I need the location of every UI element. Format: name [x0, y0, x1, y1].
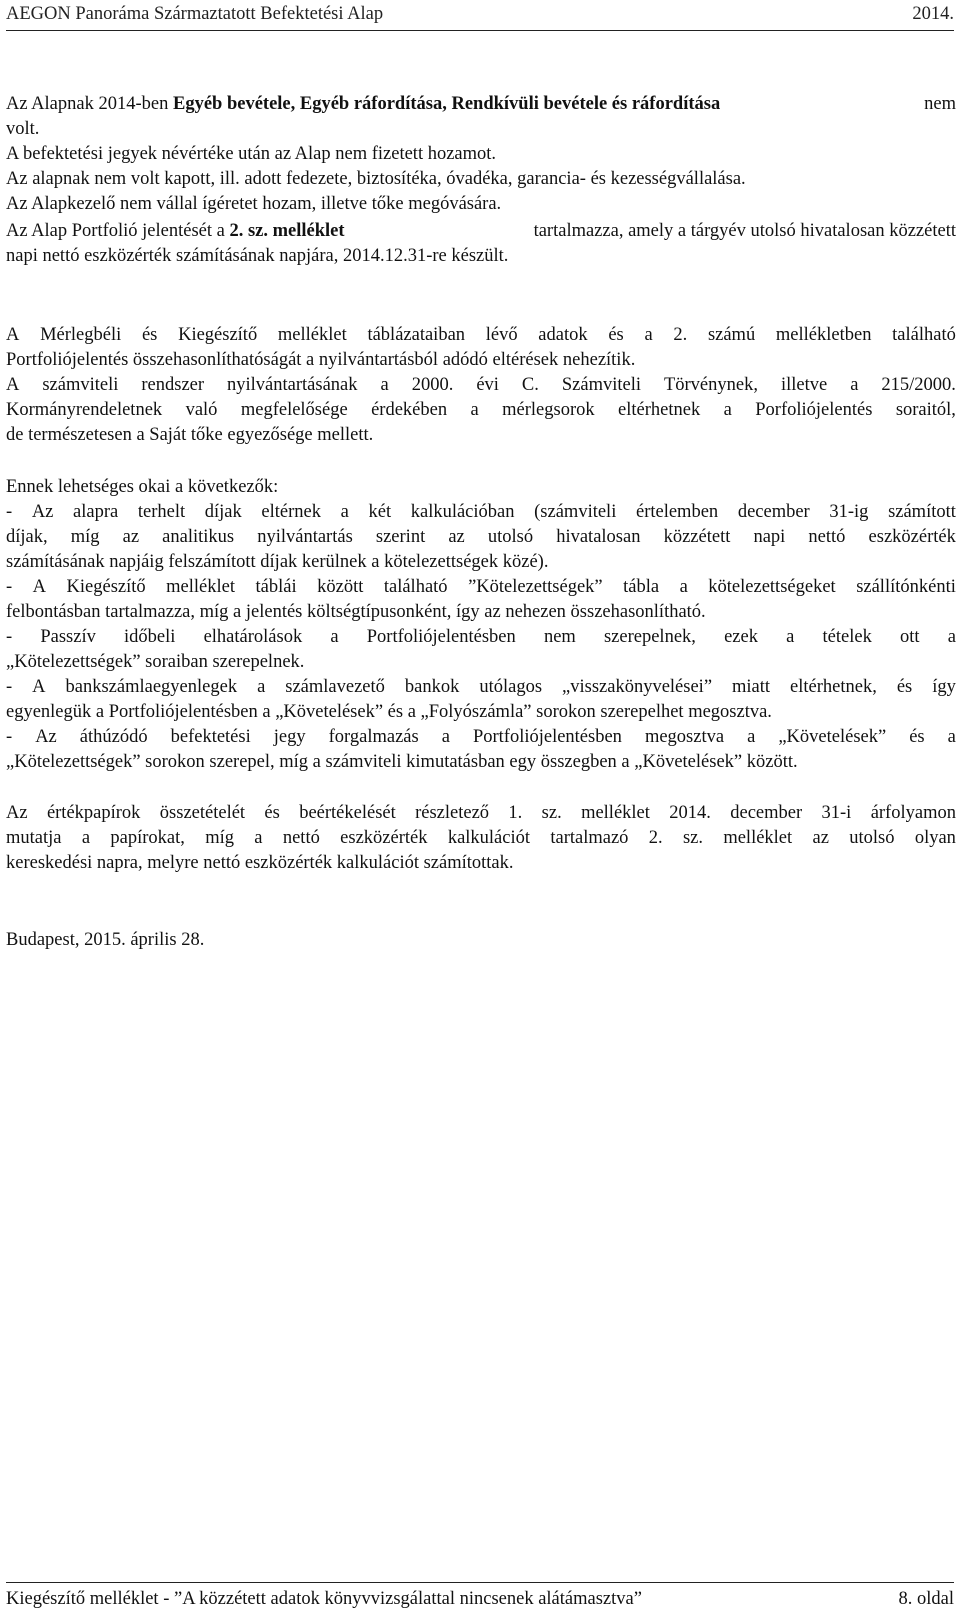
word: és: [608, 325, 624, 345]
word: forgalmazás: [328, 727, 419, 747]
word: míg: [205, 828, 234, 848]
word: díjak,: [6, 527, 48, 547]
word: ott: [900, 627, 920, 647]
text-line: [6, 373, 956, 398]
word: számlavezető: [285, 677, 385, 697]
word: szállítónkénti: [856, 577, 956, 597]
word: eltérnek: [261, 502, 321, 522]
text-line: de természetesen a Saját tőke egyezősége mellett.: [6, 425, 374, 445]
word: az: [122, 527, 140, 547]
text-line: A befektetési jegyek névértéke után az Alap nem fizetett hozamot.: [6, 144, 497, 164]
word: mutatja: [6, 828, 62, 848]
word: nyilvántartásának: [227, 375, 358, 395]
word: díjak: [204, 502, 242, 522]
word: melléklet: [581, 803, 650, 823]
word: időbeli: [124, 627, 176, 647]
word: Az: [6, 803, 28, 823]
word: szerepelnek,: [603, 627, 696, 647]
word: sz.: [541, 803, 562, 823]
word: táblái: [255, 577, 297, 597]
word: az: [812, 828, 829, 848]
footer-note: Kiegészítő melléklet - ”A közzétett adatok könyvvizsgálattal nincsenek alátámasztva”: [6, 1588, 642, 1609]
place-and-date: Budapest, 2015. április 28.: [6, 930, 205, 950]
word: alapra: [73, 502, 119, 522]
word: míg: [70, 527, 100, 547]
word: 215/2000.: [881, 375, 956, 395]
text-line: „Kötelezettségek” soraiban szerepelnek.: [6, 652, 305, 672]
word: áthúzódó: [79, 727, 148, 747]
word: a: [747, 727, 756, 747]
text-line: számításának napjáig felszámított díjak kerülnek a kötelezettségek közé).: [6, 552, 549, 572]
word: mellékletben: [775, 325, 872, 345]
word: a: [340, 502, 349, 522]
word: terhelt: [137, 502, 186, 522]
word: 2000.: [411, 375, 454, 395]
word: A: [32, 577, 47, 597]
text-line: Ennek lehetséges okai a következők:: [6, 477, 279, 497]
text-line: „Kötelezettségek” sorokon szerepel, míg a számviteli kimutatásban egy összegben a „Követelések” között.: [6, 752, 798, 772]
word: rendszer: [141, 375, 205, 395]
word: melléklet: [277, 325, 347, 345]
text-line: [6, 398, 956, 423]
word: így: [932, 677, 956, 697]
word: nem: [543, 627, 576, 647]
word: és: [909, 727, 925, 747]
text-line: Az Alap Portfolió jelentését a 2. sz. melléklet tartalmazza, amely a tárgyév utolsó hivatalosan közzétett: [6, 221, 956, 241]
word: Porfoliójelentés: [755, 400, 873, 420]
word: jegy: [273, 727, 306, 747]
word: két: [368, 502, 392, 522]
word: számított: [888, 502, 956, 522]
word: soraitól,: [895, 400, 956, 420]
word: utolsó: [487, 527, 534, 547]
word: való: [185, 400, 218, 420]
paragraph-reasons: [6, 475, 956, 775]
word: a: [947, 727, 956, 747]
paragraph-comparison: [6, 323, 956, 448]
word: tételek: [822, 627, 872, 647]
page-footer: [6, 1586, 954, 1612]
word: 31-i: [821, 803, 852, 823]
text-line: felbontásban tartalmazza, míg a jelentés költségtípusonként, így az nehezen összehasonlítható.: [6, 602, 706, 622]
word: napi: [753, 527, 786, 547]
paragraph-income: [6, 92, 956, 217]
word: A: [6, 325, 20, 345]
header-rule: [6, 30, 954, 31]
word: a: [850, 375, 859, 395]
page-header: [6, 0, 954, 28]
word: Törvénynek,: [663, 375, 758, 395]
word: 31-ig: [829, 502, 869, 522]
text-line: [6, 525, 956, 550]
text-line: kereskedési napra, melyre nettó eszközérték kalkulációt számítottak.: [6, 853, 514, 873]
word: -: [6, 577, 13, 597]
word: és: [141, 325, 158, 345]
header-title: AEGON Panoráma Származtatott Befektetési Alap: [6, 3, 384, 24]
word: Az: [35, 727, 57, 747]
word: Portfoliójelentésben: [472, 727, 622, 747]
word: nyilvántartás: [257, 527, 353, 547]
word: eltérhetnek,: [790, 677, 877, 697]
word: utólagos: [479, 677, 543, 697]
text-line: Portfoliójelentés összehasonlíthatóságát a nyilvántartásból adódó eltérések nehezítik.: [6, 350, 636, 370]
word: lévő: [485, 325, 518, 345]
word: eszközérték: [340, 828, 428, 848]
text-line: [6, 92, 956, 117]
word: „visszakönyvelései”: [562, 677, 713, 697]
word: érdekében: [371, 400, 448, 420]
word: adatok: [538, 325, 588, 345]
word: évi: [476, 375, 499, 395]
word: szerint: [375, 527, 426, 547]
word: olyan: [914, 828, 956, 848]
word: mérlegsorok: [502, 400, 595, 420]
word: miatt: [732, 677, 771, 697]
word: illetve: [780, 375, 828, 395]
word: ezek: [724, 627, 758, 647]
word: a: [380, 375, 389, 395]
word: eszközérték: [868, 527, 956, 547]
word: a: [947, 627, 956, 647]
text-line: [6, 826, 956, 851]
word: kalkulációt: [447, 828, 531, 848]
word: tábla: [623, 577, 660, 597]
word: a: [470, 400, 479, 420]
word: Portfoliójelentésben: [366, 627, 516, 647]
word: számviteli: [42, 375, 119, 395]
word: kalkulációban: [410, 502, 515, 522]
text-line: egyenlegük a Portfoliójelentésben a „Követelések” és a „Folyószámla” sorokon szerepelhet megosztva.: [6, 702, 772, 722]
word: melléklet: [723, 828, 793, 848]
bold-span: Egyéb bevétele, Egyéb ráfordítása, Rendkívüli bevétele és ráfordítása: [172, 94, 721, 114]
word: táblázataiban: [367, 325, 466, 345]
word: nettó: [808, 527, 846, 547]
word: papírokat,: [110, 828, 185, 848]
footer-rule: [6, 1582, 954, 1583]
word: Számviteli: [561, 375, 641, 395]
word: ”Kötelezettségek”: [468, 577, 603, 597]
text-line: [6, 801, 956, 826]
word: árfolyamon: [870, 803, 956, 823]
paragraph-portfolio: [6, 219, 956, 269]
word: bankok: [404, 677, 460, 697]
word: Kormányrendeletnek: [6, 400, 163, 420]
word: hivatalosan: [556, 527, 641, 547]
word: értékpapírok: [46, 803, 141, 823]
paragraph-securities: [6, 801, 956, 876]
word: a: [257, 677, 266, 697]
word: (számviteli: [534, 502, 617, 522]
word: értelemben: [635, 502, 719, 522]
word: a: [644, 325, 653, 345]
word: a: [81, 828, 91, 848]
page-number: 8. oldal: [898, 1588, 954, 1609]
text-line: [6, 675, 956, 700]
text-line: [6, 323, 956, 348]
text-line: [6, 500, 956, 525]
word: eltérhetnek: [618, 400, 701, 420]
text-line: Az Alapkezelő nem vállal ígéretet hozam, illetve tőke megóvására.: [6, 194, 502, 214]
word: a: [679, 577, 688, 597]
word: C.: [521, 375, 539, 395]
bold-span: 2. sz. melléklet: [229, 221, 345, 241]
word: bankszámlaegyenlegek: [65, 677, 238, 697]
text-line: [6, 725, 956, 750]
word: Az: [31, 502, 54, 522]
word: Passzív: [40, 627, 96, 647]
word: között: [317, 577, 364, 597]
word: beértékelését: [299, 803, 396, 823]
word: a: [786, 627, 795, 647]
word: a: [254, 828, 263, 848]
word: melléklet: [166, 577, 236, 597]
word: megosztva: [644, 727, 725, 747]
word: nettó: [282, 828, 320, 848]
word: 1.: [508, 803, 523, 823]
word: -: [6, 677, 13, 697]
text-span: Az Alapnak 2014-ben: [6, 94, 173, 114]
word: az: [448, 527, 465, 547]
header-year: 2014.: [912, 3, 954, 24]
word: a: [723, 400, 732, 420]
text-line: napi nettó eszközérték számításának napjára, 2014.12.31-re készült.: [6, 246, 509, 266]
word: közzétett: [663, 527, 731, 547]
word: összetételét: [159, 803, 246, 823]
word: 2.: [673, 325, 688, 345]
word: Kiegészítő: [178, 325, 258, 345]
word: és: [896, 677, 913, 697]
word: elhatárolások: [203, 627, 303, 647]
word: Kiegészítő: [66, 577, 146, 597]
word: 2014.: [669, 803, 711, 823]
word: a: [330, 627, 339, 647]
word: „Követelések”: [778, 727, 887, 747]
word: Mérlegbéli: [40, 325, 122, 345]
word: befektetési: [170, 727, 251, 747]
word: kötelezettségeket: [708, 577, 836, 597]
word: sz.: [682, 828, 703, 848]
word: A: [6, 375, 20, 395]
word: -: [6, 727, 13, 747]
word: -: [6, 502, 13, 522]
text-line: [6, 625, 956, 650]
text-line: volt.: [6, 119, 40, 139]
word: analitikus: [162, 527, 235, 547]
word: -: [6, 627, 13, 647]
text-line: [6, 575, 956, 600]
word: december: [730, 803, 803, 823]
word: a: [441, 727, 450, 747]
word: utolsó: [849, 828, 895, 848]
word: tartalmazó: [550, 828, 629, 848]
word: A: [32, 677, 46, 697]
text-span: nem: [919, 94, 956, 114]
word: december: [737, 502, 810, 522]
word: megfelelősége: [240, 400, 348, 420]
word: található: [383, 577, 448, 597]
word: található: [892, 325, 956, 345]
word: és: [264, 803, 280, 823]
word: 2.: [648, 828, 663, 848]
text-line: Az alapnak nem volt kapott, ill. adott fedezete, biztosítéka, óvadéka, garancia- és kezességvállalása.: [6, 169, 746, 189]
word: részletező: [415, 803, 490, 823]
word: számú: [707, 325, 756, 345]
